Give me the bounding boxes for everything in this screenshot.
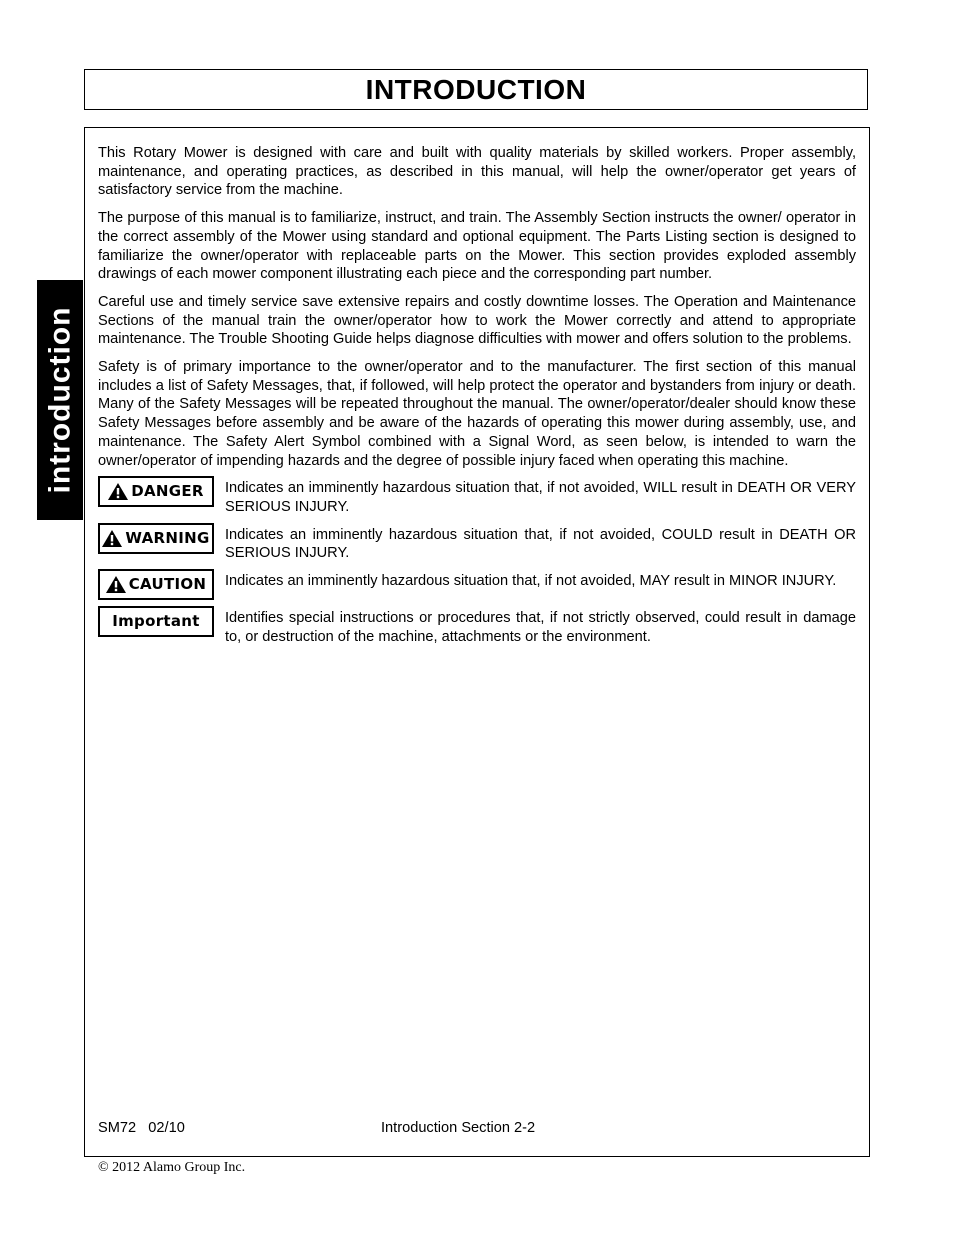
safety-alert-triangle-icon bbox=[102, 530, 122, 547]
danger-description: Indicates an imminently hazardous situation that, if not avoided, WILL result in DEATH OR VERY SERIOUS INJURY. bbox=[225, 480, 856, 515]
warning-badge bbox=[98, 523, 214, 554]
safety-alert-triangle-icon bbox=[106, 576, 126, 593]
caution-badge bbox=[98, 569, 214, 600]
caution-description: Indicates an imminently hazardous situation that, if not avoided, MAY result in MINOR INJURY. bbox=[225, 573, 837, 590]
important-badge bbox=[98, 606, 214, 637]
content-frame bbox=[84, 127, 870, 1157]
important-row bbox=[98, 609, 856, 646]
caution-row bbox=[98, 572, 856, 600]
danger-row bbox=[98, 479, 856, 516]
intro-paragraph-4: Safety is of primary importance to the owner/operator and to the manufacturer. The first section of this manual includes a list of Safety Messages, that, if followed, will help protect the operator and bystanders from injury or death. Many of the Safety Messages will be repeated throughout the manual. The owner/operator/dealer should know these Safety Messages before assembly and be aware of the hazards of operating this mower during assembly, use, and maintenance. The Safety Alert Symbol combined with a Signal Word, as seen below, is intended to warn the owner/operator of impending hazards and the degree of possible injury faced when operating this machine. bbox=[98, 359, 856, 469]
warning-label: WARNING bbox=[125, 528, 210, 547]
side-tab-label: introduction bbox=[43, 306, 76, 494]
caution-label: CAUTION bbox=[128, 575, 207, 594]
intro-paragraph-1: This Rotary Mower is designed with care and built with quality materials by skilled workers. Proper assembly, maintenance, and operating practices, as described in this manual, will help the owner/operator get years of satisfactory service from the machine. bbox=[98, 145, 856, 199]
danger-badge bbox=[98, 476, 214, 507]
important-label: Important bbox=[112, 612, 200, 631]
intro-paragraph-2: The purpose of this manual is to familiarize, instruct, and train. The Assembly Section instructs the owner/ operator in the correct assembly of the Mower using standard and optional equipment. The Parts Listing section is designed to familiarize the owner/operator with replaceable parts on the Mower. This section provides exploded assembly drawings of each mower component illustrating each piece and the corresponding part number. bbox=[98, 210, 856, 283]
intro-paragraph-3: Careful use and timely service save extensive repairs and costly downtime losses. The Operation and Maintenance Sections of the manual train the owner/operator how to work the Mower correctly and attend to appropriate maintenance. The Trouble Shooting Guide helps diagnose difficulties with mower and offers solution to the problems. bbox=[98, 293, 856, 348]
page-title: INTRODUCTION bbox=[365, 73, 587, 105]
warning-row bbox=[98, 526, 856, 563]
content-body bbox=[98, 144, 856, 655]
footer-doc-id: SM72 02/10 bbox=[98, 1120, 185, 1136]
section-side-tab bbox=[37, 280, 83, 520]
page-header bbox=[84, 69, 868, 110]
important-description: Identifies special instructions or procedures that, if not strictly observed, could result in damage to, or destruction of the machine, attachments or the environment. bbox=[225, 610, 856, 645]
danger-label: DANGER bbox=[131, 482, 204, 501]
footer-section: Introduction Section 2-2 bbox=[381, 1120, 536, 1136]
safety-alert-triangle-icon bbox=[108, 483, 128, 500]
warning-description: Indicates an imminently hazardous situation that, if not avoided, COULD result in DEATH OR SERIOUS INJURY. bbox=[225, 526, 856, 562]
footer-copyright: © 2012 Alamo Group Inc. bbox=[98, 1160, 246, 1175]
